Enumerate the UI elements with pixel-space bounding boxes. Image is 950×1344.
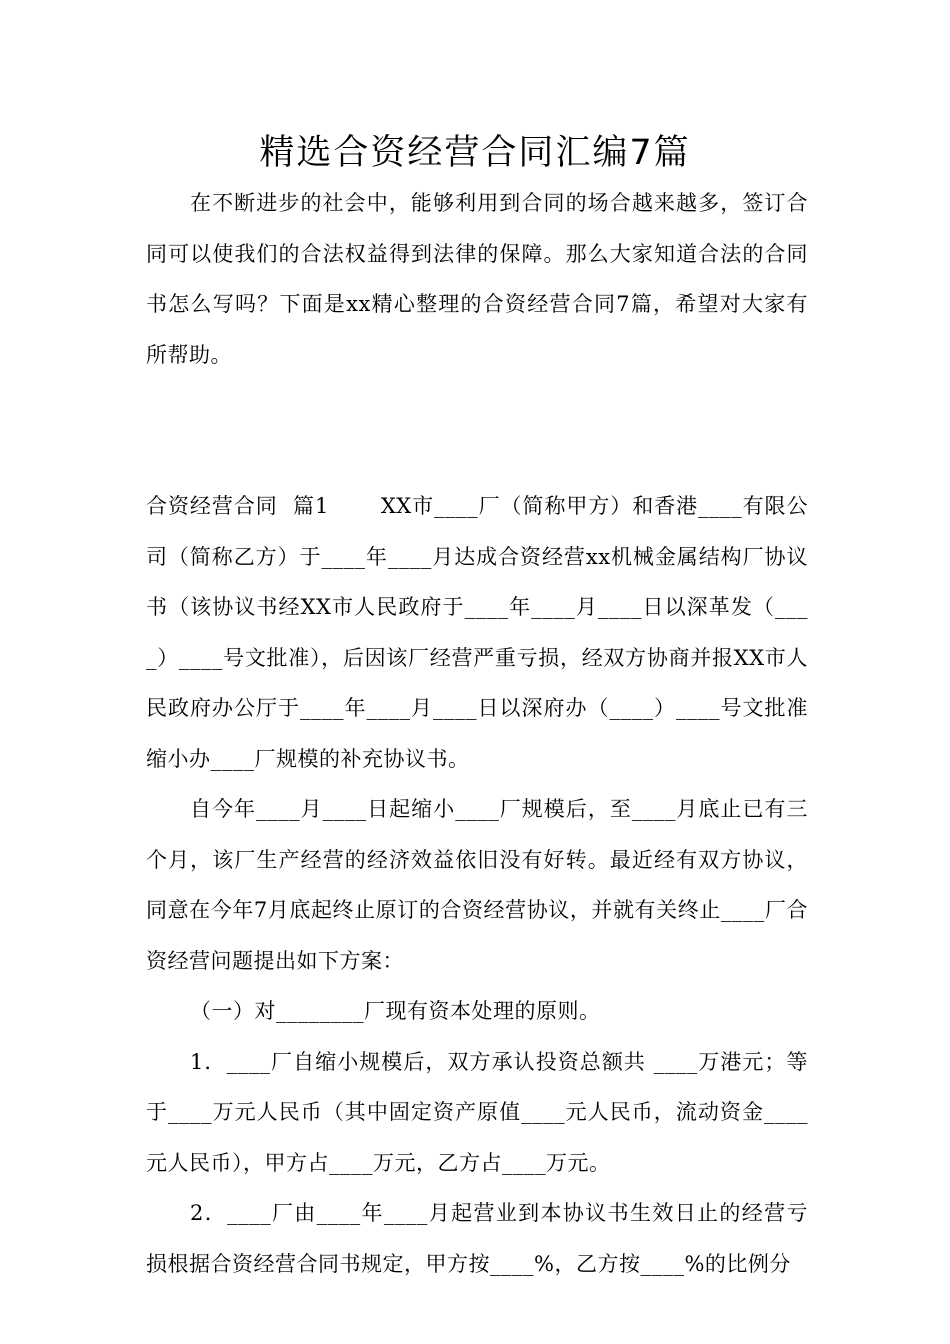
- section-first-paragraph: [146, 481, 808, 784]
- document-body: [146, 178, 808, 1289]
- section-first-text: XX市____厂（简称甲方）和香港____有限公司（简称乙方）于____年____月达成合资经营xx机械金属结构厂协议书（该协议书经XX市人民政府于____年____月____日以深革发（____）____号文批准），后因该厂经营严重亏损，经双方协商并报XX市人民政府办公厅于____年____月____日以深府办（____）____号文批准缩小办____厂规模的补充协议书。: [146, 494, 808, 771]
- paragraph-spacer: [146, 380, 808, 481]
- paragraph-5: 2．____厂由____年____月起营业到本协议书生效日止的经营亏损根据合资经营合同书规定，甲方按____%，乙方按____%的比例分: [146, 1201, 808, 1276]
- section-heading: 合资经营合同 篇1: [146, 494, 329, 518]
- document-title: 精选合资经营合同汇编7篇: [259, 133, 691, 173]
- intro-paragraph: 在不断进步的社会中，能够利用到合同的场合越来越多，签订合同可以使我们的合法权益得到法律的保障。那么大家知道合法的合同书怎么写吗？下面是xx精心整理的合资经营合同7篇，希望对大家有所帮助。: [146, 191, 808, 367]
- paragraph-3: （一）对________厂现有资本处理的原则。: [190, 999, 601, 1023]
- paragraph-2: 自今年____月____日起缩小____厂规模后，至____月底止已有三个月，该厂生产经营的经济效益依旧没有好转。最近经有双方协议，同意在今年7月底起终止原订的合资经营协议，并就有关终止____厂合资经营问题提出如下方案：: [146, 797, 808, 973]
- paragraph-4: 1．____厂自缩小规模后，双方承认投资总额共 ____万港元；等于____万元人民币（其中固定资产原值____元人民币，流动资金____元人民币），甲方占____万元，乙方占____万元。: [146, 1049, 808, 1175]
